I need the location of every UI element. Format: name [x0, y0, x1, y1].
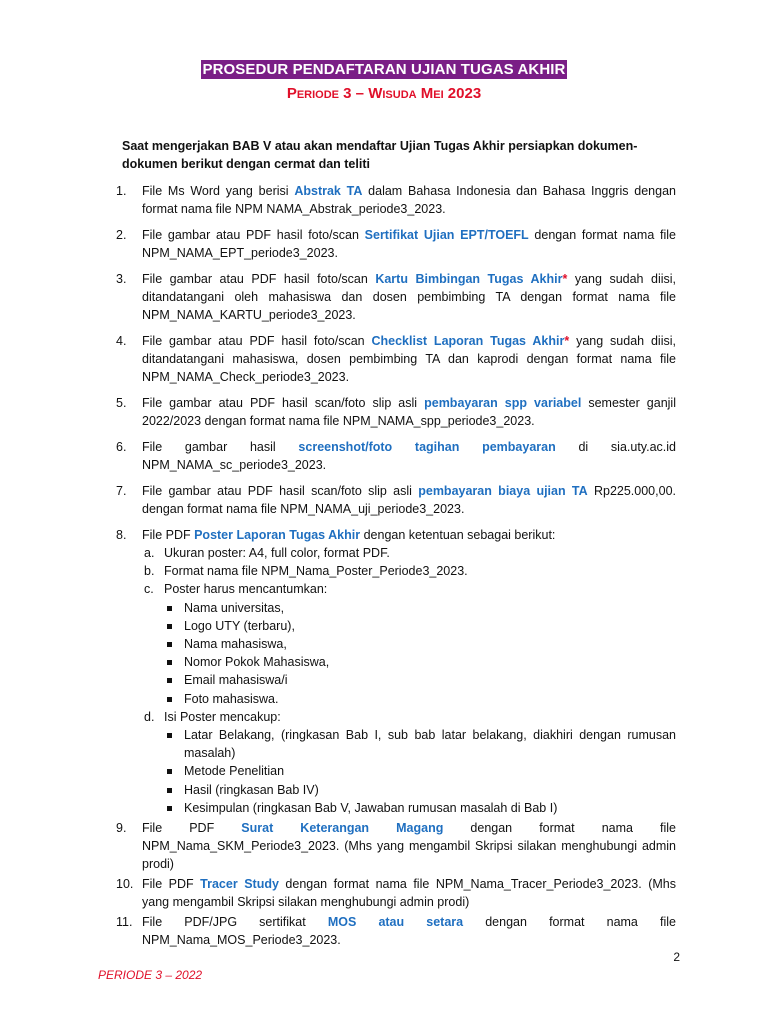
bullet-item: [164, 617, 676, 635]
item-text-pre: File gambar atau PDF hasil scan/foto slip asli: [142, 484, 419, 498]
item-number: 8.: [116, 528, 127, 542]
square-bullet-icon: [167, 660, 172, 665]
page-number: 2: [673, 950, 680, 964]
list-item-1: [116, 182, 676, 218]
sub-item-c: [142, 580, 676, 707]
item-text-pre: File PDF: [142, 821, 242, 836]
sub-text: Isi Poster mencakup:: [164, 709, 281, 724]
list-item-8: [116, 526, 676, 817]
item-text-pre: File gambar atau PDF hasil foto/scan: [142, 334, 372, 348]
sub-text: Poster harus mencantumkan:: [164, 582, 328, 597]
item-highlight: MOS atau setara: [327, 915, 464, 930]
item-text-post: Rp225.000,00. dengan format nama file NPM_NAMA_uji_periode3_2023.: [142, 484, 676, 516]
item-number: 3.: [116, 272, 127, 286]
sub-item-d: [142, 708, 676, 817]
item-number: 7.: [116, 484, 127, 498]
item-number: 1.: [116, 184, 127, 198]
title-block: [0, 60, 768, 79]
bullet-item: [164, 799, 676, 817]
list-item-5: [116, 394, 676, 430]
sub-mark: c.: [144, 582, 154, 597]
item-highlight: Checklist Laporan Tugas Akhir: [371, 334, 565, 348]
item-text-post: yang sudah diisi, ditandatangani oleh mahasiswa dan dosen pembimbing TA dengan format nama file NPM_NAMA_KARTU_periode3_2023.: [142, 272, 677, 322]
requirements-list: [116, 182, 676, 951]
sub-mark: a.: [144, 546, 155, 560]
item-highlight: Surat Keterangan Magang: [241, 821, 444, 836]
item-highlight: Sertifikat Ujian EPT/TOEFL: [364, 228, 529, 242]
item-number: 9.: [116, 821, 127, 836]
item-highlight: Poster Laporan Tugas Akhir: [194, 528, 361, 542]
bullet-text: Email mahasiswa/i: [184, 673, 288, 688]
item-text-post: di sia.uty.ac.id NPM_NAMA_sc_periode3_2023.: [142, 440, 676, 472]
item-text-post: semester ganjil 2022/2023 dengan format nama file NPM_NAMA_spp_periode3_2023.: [142, 396, 676, 428]
item-text-pre: File gambar atau PDF hasil scan/foto slip asli: [142, 396, 425, 410]
sub-item-a: [142, 544, 676, 562]
bullet-item: [164, 635, 676, 653]
poster-sublist: [142, 544, 676, 817]
list-item-7: [116, 482, 676, 518]
list-item-10: [116, 875, 676, 911]
square-bullet-icon: [167, 624, 172, 629]
item-text-pre: File PDF/JPG sertifikat: [142, 915, 328, 930]
sub-text: Format nama file NPM_Nama_Poster_Periode3_2023.: [164, 564, 468, 579]
bullet-item: [164, 762, 676, 780]
item-text-post: dalam Bahasa Indonesia dan Bahasa Inggris dengan format nama file NPM NAMA_Abstrak_periode3_2023.: [142, 184, 676, 216]
bullet-text: Nomor Pokok Mahasiswa,: [184, 655, 330, 670]
square-bullet-icon: [167, 642, 172, 647]
bullet-item: [164, 653, 676, 671]
item-text-post: dengan format nama file NPM_Nama_Tracer_Periode3_2023. (Mhs yang mengambil Skripsi silakan menghubungi admin prodi): [142, 877, 676, 910]
item-text-post: dengan format nama file NPM_Nama_MOS_Periode3_2023.: [142, 915, 676, 948]
item-highlight: Abstrak TA: [294, 184, 363, 198]
bullet-item: [164, 726, 676, 762]
item-number: 4.: [116, 334, 127, 348]
bullet-text: Metode Penelitian: [184, 764, 285, 779]
bullet-item: [164, 671, 676, 689]
item-text-post: yang sudah diisi, ditandatangani mahasiswa, dosen pembimbing TA dan kaprodi dengan format nama file NPM_NAMA_Check_periode3_2023.: [142, 334, 676, 384]
item-text-pre: File gambar atau PDF hasil foto/scan: [142, 228, 365, 242]
item-number: 10.: [116, 877, 134, 892]
asterisk: *: [562, 272, 568, 286]
bullet-text: Logo UTY (terbaru),: [184, 618, 295, 633]
square-bullet-icon: [167, 697, 172, 702]
page-footer: PERIODE 3 – 2022: [98, 968, 203, 982]
bullet-list-c: [164, 599, 676, 708]
square-bullet-icon: [167, 606, 172, 611]
sub-text: Ukuran poster: A4, full color, format PDF.: [164, 546, 390, 560]
item-text-pre: File Ms Word yang berisi: [142, 184, 295, 198]
list-item-11: [116, 913, 676, 949]
bullet-text: Latar Belakang, (ringkasan Bab I, sub bab latar belakang, diakhiri dengan rumusan masalah): [184, 728, 676, 761]
list-item-6: [116, 438, 676, 474]
item-number: 6.: [116, 440, 127, 454]
item-text-post: dengan format nama file NPM_Nama_SKM_Periode3_2023. (Mhs yang mengambil Skripsi silakan menghubungi admin prodi): [142, 821, 677, 872]
item-text-pre: File gambar atau PDF hasil foto/scan: [142, 272, 376, 286]
sub-mark: b.: [144, 564, 155, 579]
page-subtitle: Periode 3 – Wisuda Mei 2023: [286, 85, 482, 102]
list-item-2: [116, 226, 676, 262]
sub-item-b: [142, 562, 676, 580]
item-text-pre: File gambar hasil: [142, 440, 299, 454]
bullet-text: Foto mahasiswa.: [184, 691, 279, 706]
item-number: 2.: [116, 228, 127, 242]
bullet-text: Hasil (ringkasan Bab IV): [184, 782, 319, 797]
bullet-item: [164, 599, 676, 617]
item-text-pre: File PDF: [142, 528, 195, 542]
intro-paragraph: Saat mengerjakan BAB V atau akan mendaftar Ujian Tugas Akhir persiapkan dokumen-dokumen berikut dengan cermat dan teliti: [122, 139, 638, 171]
square-bullet-icon: [167, 733, 172, 738]
square-bullet-icon: [167, 769, 172, 774]
item-text-post: dengan ketentuan sebagai berikut:: [360, 528, 556, 542]
item-text-post: dengan format nama file NPM_NAMA_EPT_periode3_2023.: [142, 228, 676, 260]
item-highlight: screenshot/foto tagihan pembayaran: [298, 440, 556, 454]
square-bullet-icon: [167, 788, 172, 793]
square-bullet-icon: [167, 678, 172, 683]
item-text-pre: File PDF: [142, 877, 201, 892]
item-highlight: pembayaran spp variabel: [424, 396, 582, 410]
item-number: 5.: [116, 396, 127, 410]
item-number: 11.: [116, 915, 133, 930]
bullet-text: Nama mahasiswa,: [184, 637, 287, 652]
list-item-4: [116, 332, 676, 386]
list-item-3: [116, 270, 676, 324]
bullet-text: Nama universitas,: [184, 600, 285, 615]
item-highlight: Kartu Bimbingan Tugas Akhir: [375, 272, 563, 286]
list-item-9: [116, 819, 676, 873]
bullet-text: Kesimpulan (ringkasan Bab V, Jawaban rumusan masalah di Bab I): [184, 800, 558, 815]
bullet-item: [164, 781, 676, 799]
page-title: PROSEDUR PENDAFTARAN UJIAN TUGAS AKHIR: [202, 61, 566, 78]
sub-mark: d.: [144, 709, 155, 724]
square-bullet-icon: [167, 806, 172, 811]
bullet-list-d: [164, 726, 676, 817]
asterisk: *: [564, 334, 570, 348]
item-highlight: pembayaran biaya ujian TA: [418, 484, 588, 498]
bullet-item: [164, 690, 676, 708]
item-highlight: Tracer Study: [200, 877, 279, 892]
